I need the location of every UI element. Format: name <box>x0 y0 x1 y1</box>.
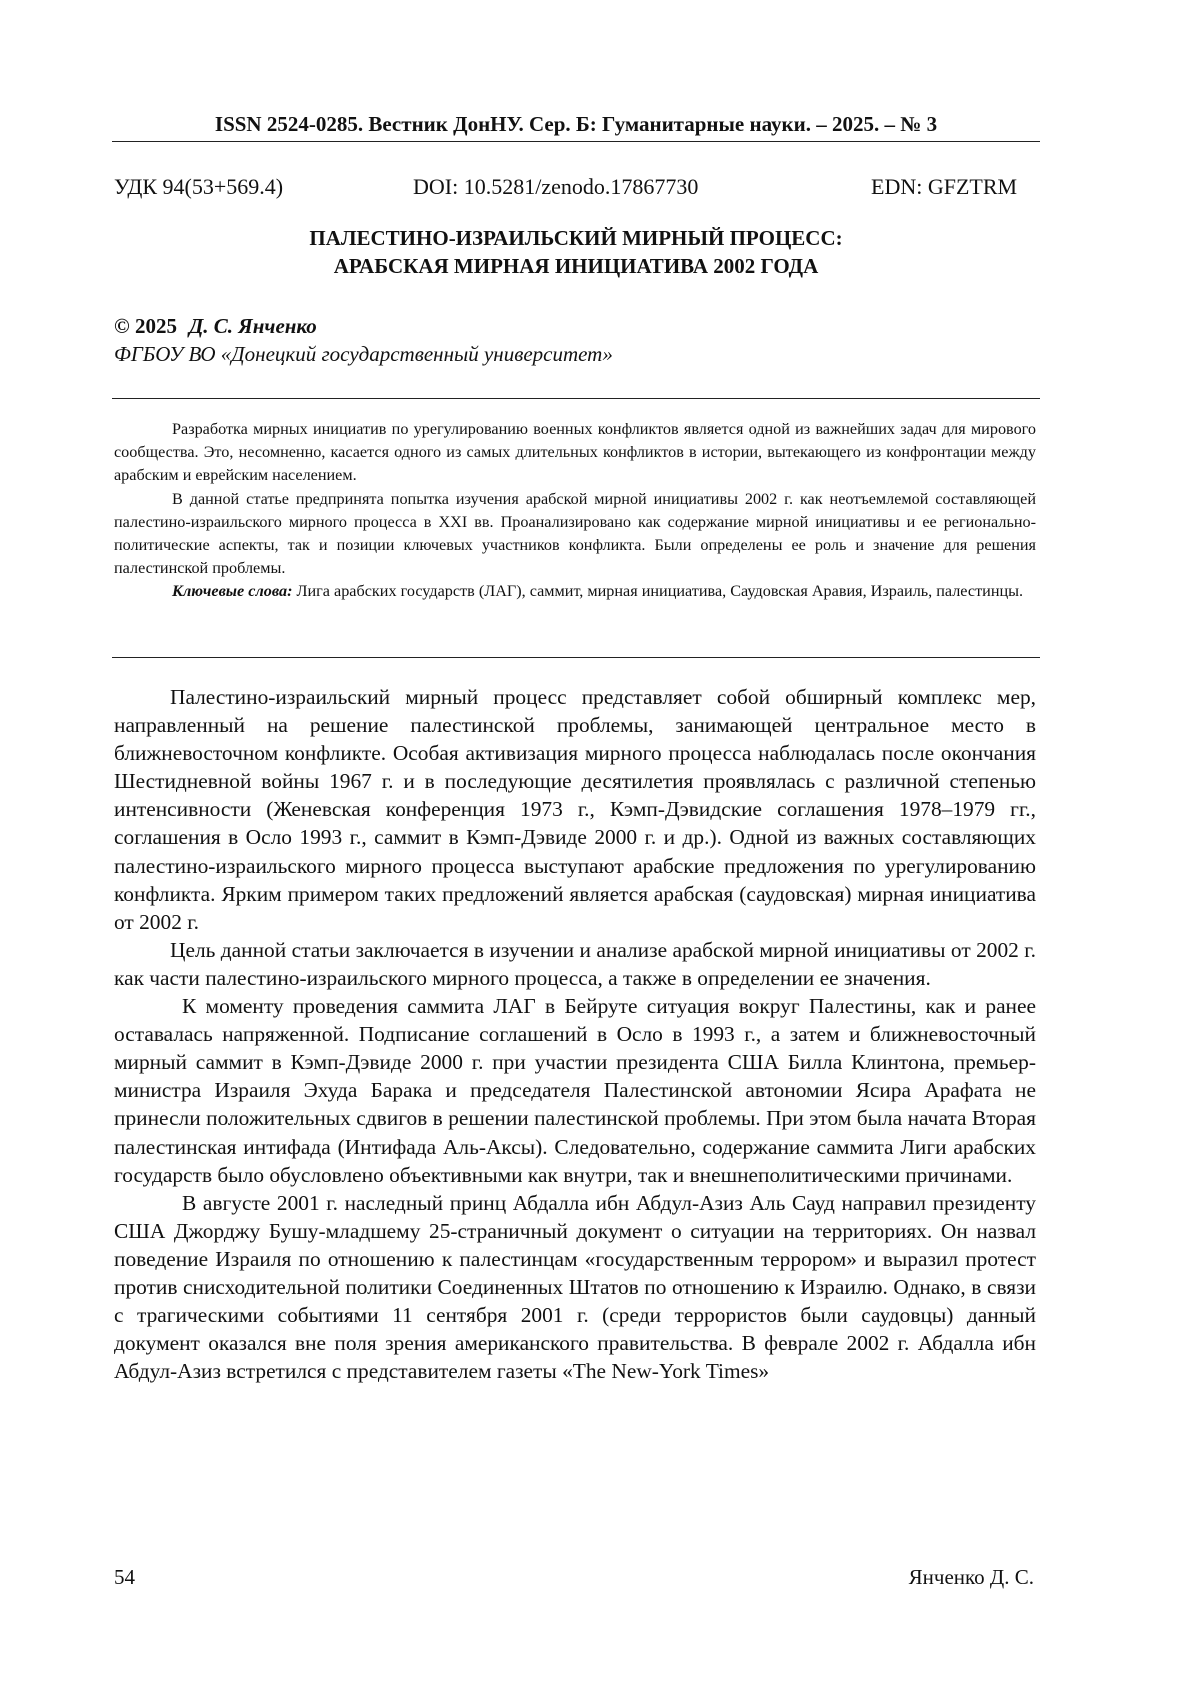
edn-identifier: EDN: GFZTRM <box>871 174 1018 199</box>
article-body <box>114 683 1036 1385</box>
author-affiliation: ФГБОУ ВО «Донецкий государственный университет» <box>114 342 613 366</box>
keywords-label: Ключевые слова: <box>172 582 293 601</box>
abstract-paragraph: Разработка мирных инициатив по урегулированию военных конфликтов является одной из важнейших задач для мирового сообщества. Это, несомненно, касается одного из самых длительных конфликтов в истории, вытекающего из конфронтации между арабским и еврейским населением. <box>114 420 1036 485</box>
article-title-line-1: ПАЛЕСТИНО-ИЗРАИЛЬСКИЙ МИРНЫЙ ПРОЦЕСС: <box>309 226 843 250</box>
abstract-bottom-divider <box>112 657 1040 658</box>
doi-identifier: DOI: 10.5281/zenodo.17867730 <box>413 174 699 199</box>
body-paragraph: Цель данной статьи заключается в изучении и анализе арабской мирной инициативы от 2002 г. как части палестино-израильского мирного процесса, а также в определении ее значения. <box>114 937 1036 990</box>
footer-author: Янченко Д. С. <box>908 1565 1034 1589</box>
article-title-line-2: АРАБСКАЯ МИРНАЯ ИНИЦИАТИВА 2002 ГОДА <box>333 254 819 278</box>
keywords-list: Лига арабских государств (ЛАГ), саммит, мирная инициатива, Саудовская Аравия, Израиль, палестинцы. <box>292 582 1024 601</box>
author-name: Д. С. Янченко <box>188 314 317 338</box>
udk-code: УДК 94(53+569.4) <box>114 174 284 199</box>
author-line <box>114 314 317 339</box>
abstract-paragraph: В данной статье предпринята попытка изучения арабской мирной инициативы 2002 г. как неотъемлемой составляющей палестино-израильского мирного процесса в XXI вв. Проанализировано как содержание мирной инициативы и ее регионально-политические аспекты, так и позиции ключевых участников конфликта. Были определены ее роль и значение для решения палестинской проблемы. <box>114 489 1036 578</box>
abstract-top-divider <box>112 398 1040 399</box>
keywords <box>114 580 1036 603</box>
header-divider <box>112 141 1040 142</box>
page-number: 54 <box>114 1565 135 1589</box>
body-paragraph: Палестино-израильский мирный процесс представляет собой обширный комплекс мер, направленный на решение палестинской проблемы, занимающей центральное место в ближневосточном конфликте. Особая активизация мирного процесса наблюдалась после окончания Шестидневной войны 1967 г. и в последующие десятилетия проявлялась с различной степенью интенсивности (Женевская конференция 1973 г., Кэмп-Дэвидские соглашения 1978–1979 гг., соглашения в Осло 1993 г., саммит в Кэмп-Дэвиде 2000 г. и др.). Одной из важных составляющих палестино-израильского мирного процесса выступают арабские предложения по урегулированию конфликта. Ярким примером таких предложений является арабская (саудовская) мирная инициатива от 2002 г. <box>114 685 1036 934</box>
body-paragraph: К моменту проведения саммита ЛАГ в Бейруте ситуация вокруг Палестины, как и ранее оставалась напряженной. Подписание соглашений в Осло в 1993 г., а затем и ближневосточный мирный саммит в Кэмп-Дэвиде 2000 г. при участии президента США Билла Клинтона, премьер-министра Израиля Эхуда Барака и председателя Палестинской автономии Ясира Арафата не принесли положительных сдвигов в решении палестинской проблемы. При этом была начата Вторая палестинская интифада (Интифада Аль-Аксы). Следовательно, содержание саммита Лиги арабских государств было обусловлено объективными как внутри, так и внешнеполитическими причинами. <box>114 994 1036 1187</box>
article-title <box>112 224 1040 280</box>
copyright-year: © 2025 <box>114 314 177 338</box>
abstract <box>114 418 1036 604</box>
running-header: ISSN 2524-0285. Вестник ДонНУ. Сер. Б: Гуманитарные науки. – 2025. – № 3 <box>214 112 938 136</box>
body-paragraph: В августе 2001 г. наследный принц Абдалла ибн Абдул-Азиз Аль Сауд направил президенту США Джорджу Бушу-младшему 25-страничный документ о ситуации на территориях. Он назвал поведение Израиля по отношению к палестинцам «государственным террором» и выразил протест против снисходительной политики Соединенных Штатов по отношению к Израилю. Однако, в связи с трагическими событиями 11 сентября 2001 г. (среди террористов были саудовцы) данный документ оказался вне поля зрения американского правительства. В феврале 2002 г. Абдалла ибн Абдул-Азиз встретился с представителем газеты «The New-York Times» <box>114 1190 1036 1384</box>
